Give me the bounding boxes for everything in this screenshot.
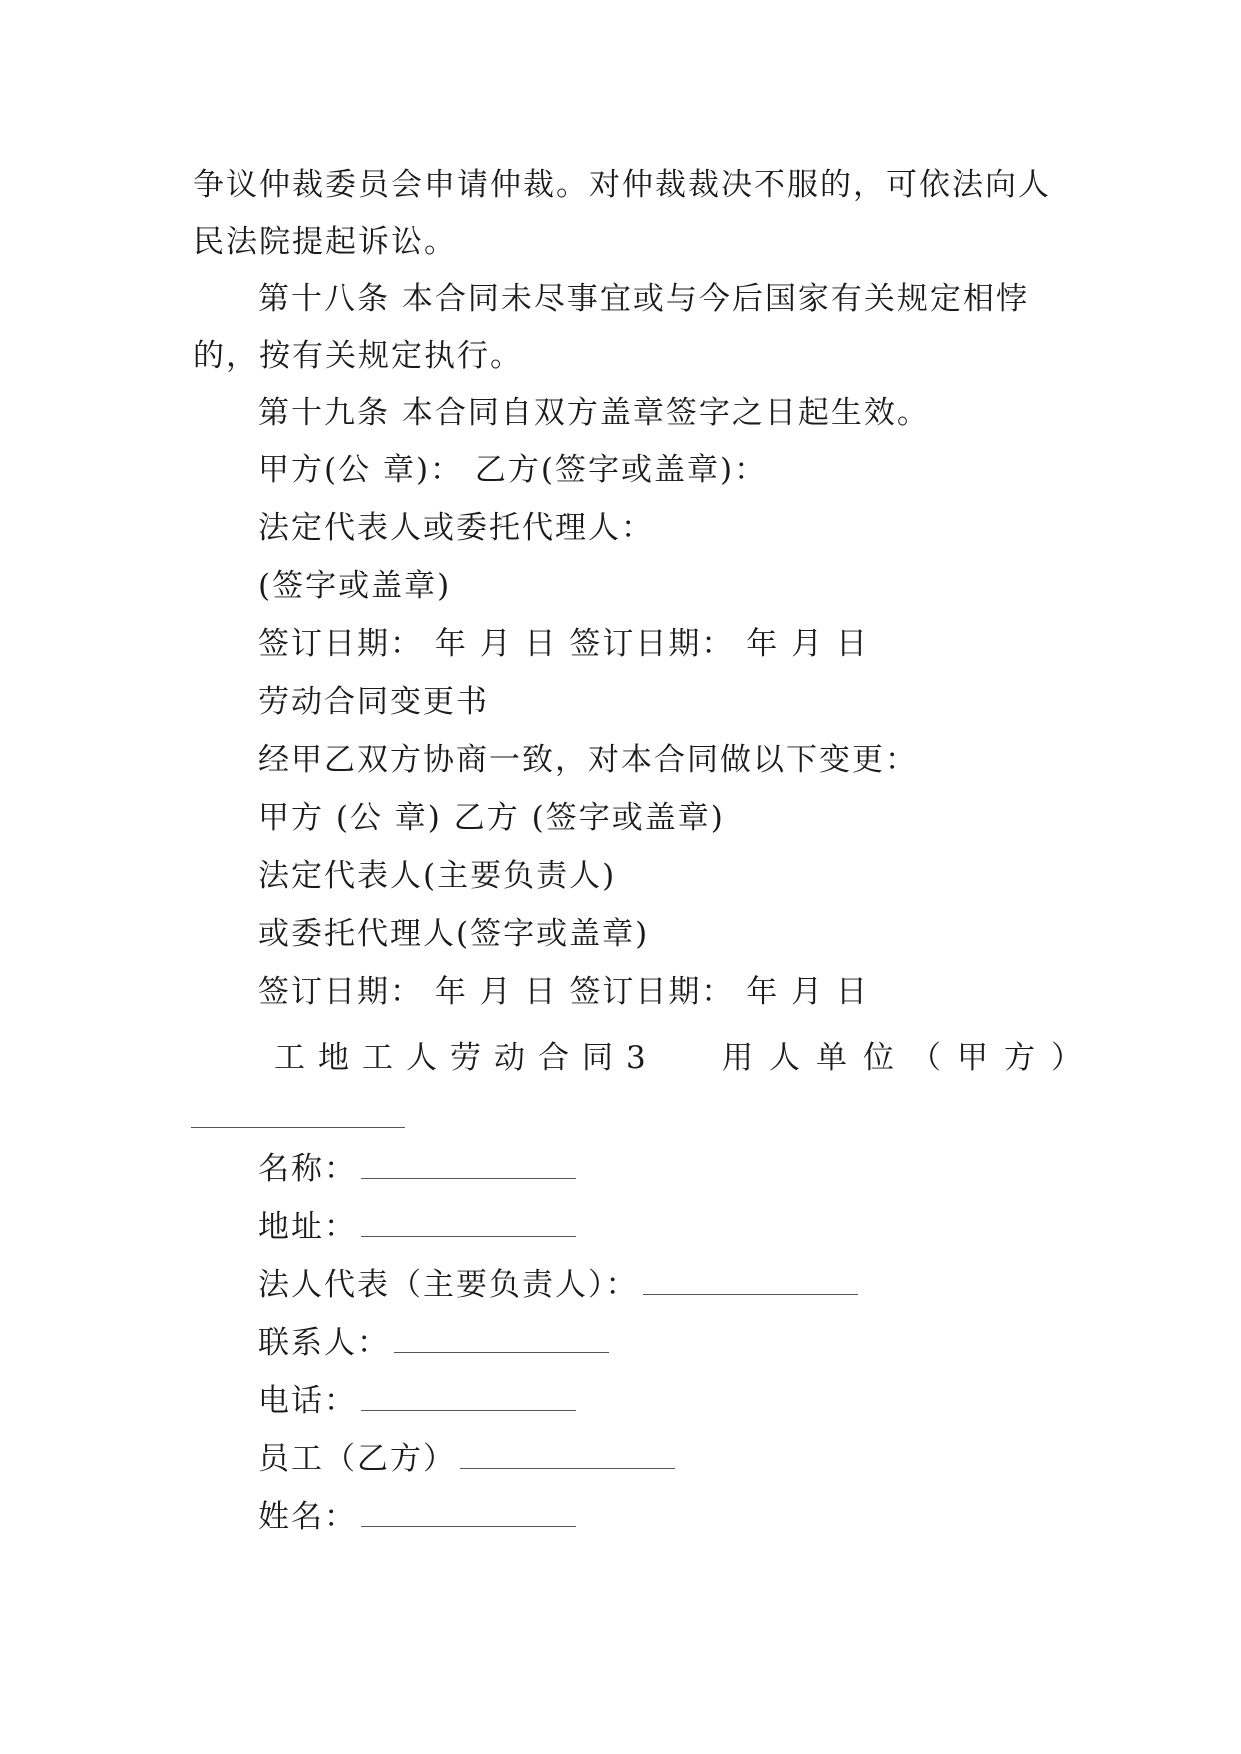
- contract-title: 工地工人劳动合同3: [274, 1040, 659, 1076]
- signature-line: (签字或盖章): [258, 568, 452, 604]
- field-legal-rep-row: [258, 1265, 858, 1305]
- fill-blank: [394, 1326, 609, 1353]
- field-employee-row: [258, 1439, 675, 1479]
- field-phone-row: [258, 1381, 576, 1421]
- party-seal-line: 甲方(公 章)： 乙方(签字或盖章)：: [258, 452, 768, 488]
- field-label: 电话：: [258, 1383, 357, 1419]
- signing-date-line: 签订日期： 年 月 日 签订日期： 年 月 日: [258, 974, 869, 1010]
- fill-blank: [643, 1268, 858, 1295]
- employer-heading: 用人单位（甲方）: [722, 1040, 1098, 1076]
- representative-line: 法定代表人(主要负责人): [258, 858, 617, 894]
- field-address-row: [258, 1207, 576, 1247]
- employer-blank: [191, 1107, 405, 1128]
- signing-date-line: 签订日期： 年 月 日 签订日期： 年 月 日: [258, 626, 869, 662]
- fill-blank: [361, 1210, 576, 1237]
- fill-blank: [361, 1384, 576, 1411]
- fill-blank: [361, 1500, 576, 1527]
- fill-blank: [460, 1442, 675, 1469]
- paragraph-line: 民法院提起诉讼。: [193, 224, 457, 260]
- paragraph-line: 的，按有关规定执行。: [193, 338, 523, 374]
- article-18-line: 第十八条 本合同未尽事宜或与今后国家有关规定相悖: [258, 281, 1029, 317]
- article-19-line: 第十九条 本合同自双方盖章签字之日起生效。: [258, 395, 930, 431]
- field-contact-row: [258, 1323, 609, 1363]
- field-employee-name-row: [258, 1497, 576, 1537]
- field-label: 名称：: [258, 1151, 357, 1187]
- field-name-row: [258, 1149, 576, 1189]
- fill-blank: [361, 1152, 576, 1179]
- party-seal-line: 甲方 (公 章) 乙方 (签字或盖章): [258, 800, 725, 836]
- field-label: 法人代表（主要负责人）：: [258, 1267, 639, 1303]
- contract-heading-row: [274, 1038, 1098, 1078]
- amendment-title: 劳动合同变更书: [258, 684, 489, 720]
- field-label: 员工（乙方）: [258, 1441, 456, 1477]
- field-label: 姓名：: [258, 1499, 357, 1535]
- representative-line: 法定代表人或委托代理人：: [258, 510, 654, 546]
- field-label: 地址：: [258, 1209, 357, 1245]
- amendment-intro: 经甲乙双方协商一致，对本合同做以下变更：: [258, 742, 918, 778]
- paragraph-line: 争议仲裁委员会申请仲裁。对仲裁裁决不服的，可依法向人: [193, 167, 1051, 203]
- signature-line: 或委托代理人(签字或盖章): [258, 916, 650, 952]
- field-label: 联系人：: [258, 1325, 390, 1361]
